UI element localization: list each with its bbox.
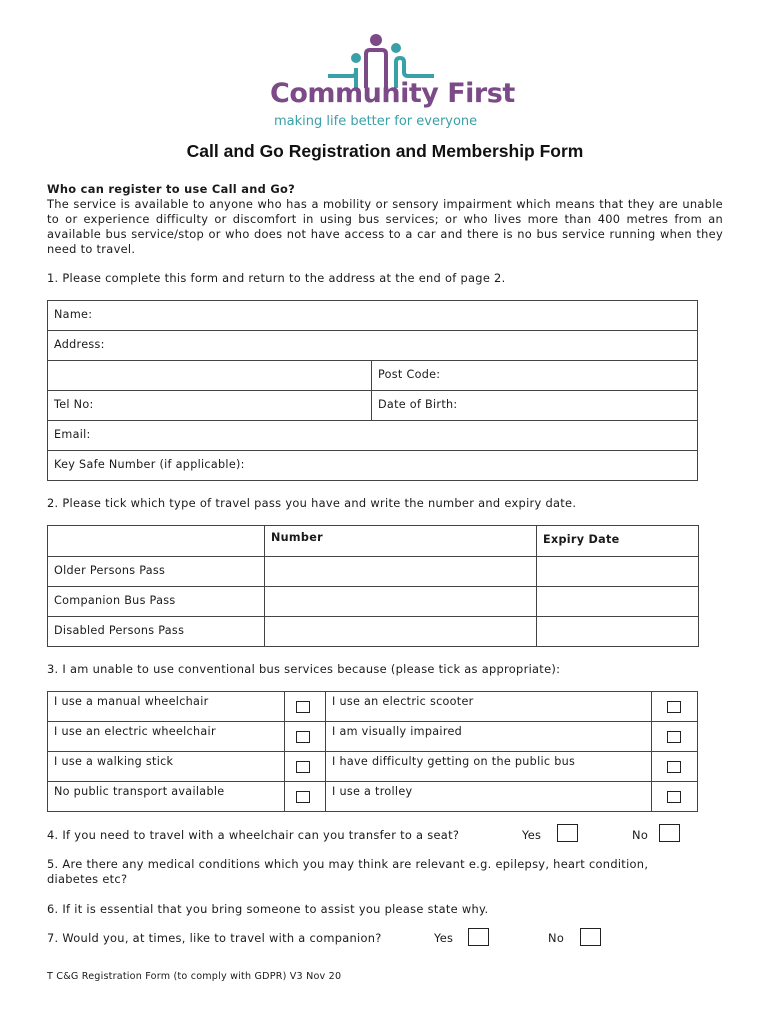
q7-yes-checkbox[interactable]	[468, 928, 489, 946]
reason-label: I have difficulty getting on the public bus	[325, 751, 652, 782]
pass-row-label: Companion Bus Pass	[47, 586, 265, 617]
q5-label-line2: diabetes etc?	[47, 872, 128, 886]
no-public-transport-checkbox[interactable]	[296, 791, 310, 803]
bus-difficulty-checkbox[interactable]	[667, 761, 681, 773]
q6-label: 6. If it is essential that you bring someone to assist you please state why.	[47, 902, 489, 916]
community-first-logo	[268, 28, 515, 134]
reason-checkbox-cell	[651, 781, 698, 812]
q7-label: 7. Would you, at times, like to travel with a companion?	[47, 931, 382, 945]
dob-field[interactable]	[371, 390, 698, 421]
name-label: Name:	[54, 308, 93, 321]
electric-scooter-checkbox[interactable]	[667, 701, 681, 713]
logo-tagline: making life better for everyone	[274, 114, 478, 129]
q4-no-checkbox[interactable]	[659, 824, 680, 842]
key-safe-field[interactable]	[47, 450, 698, 481]
key-safe-label: Key Safe Number (if applicable):	[54, 458, 245, 471]
q3-label: 3. I am unable to use conventional bus services because (please tick as appropriate):	[47, 662, 561, 676]
q7-no-label: No	[548, 931, 565, 945]
eligibility-heading: Who can register to use Call and Go?	[47, 182, 296, 196]
address-field[interactable]	[47, 330, 698, 361]
disabled-pass-expiry-field[interactable]	[536, 616, 699, 647]
email-label: Email:	[54, 428, 91, 441]
reason-checkbox-cell	[284, 691, 326, 722]
reason-checkbox-cell	[651, 751, 698, 782]
q4-label: 4. If you need to travel with a wheelchair can you transfer to a seat?	[47, 828, 460, 842]
pass-row-label: Disabled Persons Pass	[47, 616, 265, 647]
eligibility-text: The service is available to anyone who has a mobility or sensory impairment which means that they are unable to or experience difficulty or discomfort in using bus services; or who lives more than 400 metres from an available bus service/stop or who does not have access to a car and there is no bus service running when they need to travel.	[47, 197, 723, 256]
q2-label: 2. Please tick which type of travel pass you have and write the number and expiry date.	[47, 496, 577, 510]
q5-label-line1: 5. Are there any medical conditions which you may think are relevant e.g. epilepsy, heart condition,	[47, 857, 649, 871]
pass-row-label: Older Persons Pass	[47, 556, 265, 587]
companion-pass-number-field[interactable]	[264, 586, 537, 617]
address-line-2-field[interactable]	[47, 360, 372, 391]
reason-label: I use a walking stick	[47, 751, 285, 782]
reason-checkbox-cell	[284, 721, 326, 752]
dob-label: Date of Birth:	[378, 398, 458, 411]
form-title: Call and Go Registration and Membership Form	[186, 141, 584, 161]
address-label: Address:	[54, 338, 105, 351]
trolley-checkbox[interactable]	[667, 791, 681, 803]
logo-wordmark: Community First	[270, 78, 515, 109]
disabled-pass-number-field[interactable]	[264, 616, 537, 647]
reason-label: I am visually impaired	[325, 721, 652, 752]
reason-label: No public transport available	[47, 781, 285, 812]
visually-impaired-checkbox[interactable]	[667, 731, 681, 743]
number-header: Number	[264, 525, 537, 557]
manual-wheelchair-checkbox[interactable]	[296, 701, 310, 713]
footer-text: T C&G Registration Form (to comply with GDPR) V3 Nov 20	[47, 971, 342, 982]
q1-label: 1. Please complete this form and return to the address at the end of page 2.	[47, 271, 506, 285]
q4-yes-checkbox[interactable]	[557, 824, 578, 842]
reason-label: I use a trolley	[325, 781, 652, 812]
pass-type-header	[47, 525, 265, 557]
electric-wheelchair-checkbox[interactable]	[296, 731, 310, 743]
post-code-field[interactable]	[371, 360, 698, 391]
post-code-label: Post Code:	[378, 368, 441, 381]
reason-checkbox-cell	[284, 751, 326, 782]
reason-label: I use an electric wheelchair	[47, 721, 285, 752]
companion-pass-expiry-field[interactable]	[536, 586, 699, 617]
email-field[interactable]	[47, 420, 698, 451]
reason-checkbox-cell	[651, 721, 698, 752]
q4-no-label: No	[632, 828, 649, 842]
q7-no-checkbox[interactable]	[580, 928, 601, 946]
older-pass-expiry-field[interactable]	[536, 556, 699, 587]
walking-stick-checkbox[interactable]	[296, 761, 310, 773]
older-pass-number-field[interactable]	[264, 556, 537, 587]
reason-label: I use an electric scooter	[325, 691, 652, 722]
name-field[interactable]	[47, 300, 698, 331]
tel-field[interactable]	[47, 390, 372, 421]
reason-checkbox-cell	[284, 781, 326, 812]
expiry-header: Expiry Date	[536, 525, 699, 557]
reason-checkbox-cell	[651, 691, 698, 722]
reason-label: I use a manual wheelchair	[47, 691, 285, 722]
q7-yes-label: Yes	[434, 931, 454, 945]
tel-label: Tel No:	[54, 398, 94, 411]
q4-yes-label: Yes	[522, 828, 542, 842]
